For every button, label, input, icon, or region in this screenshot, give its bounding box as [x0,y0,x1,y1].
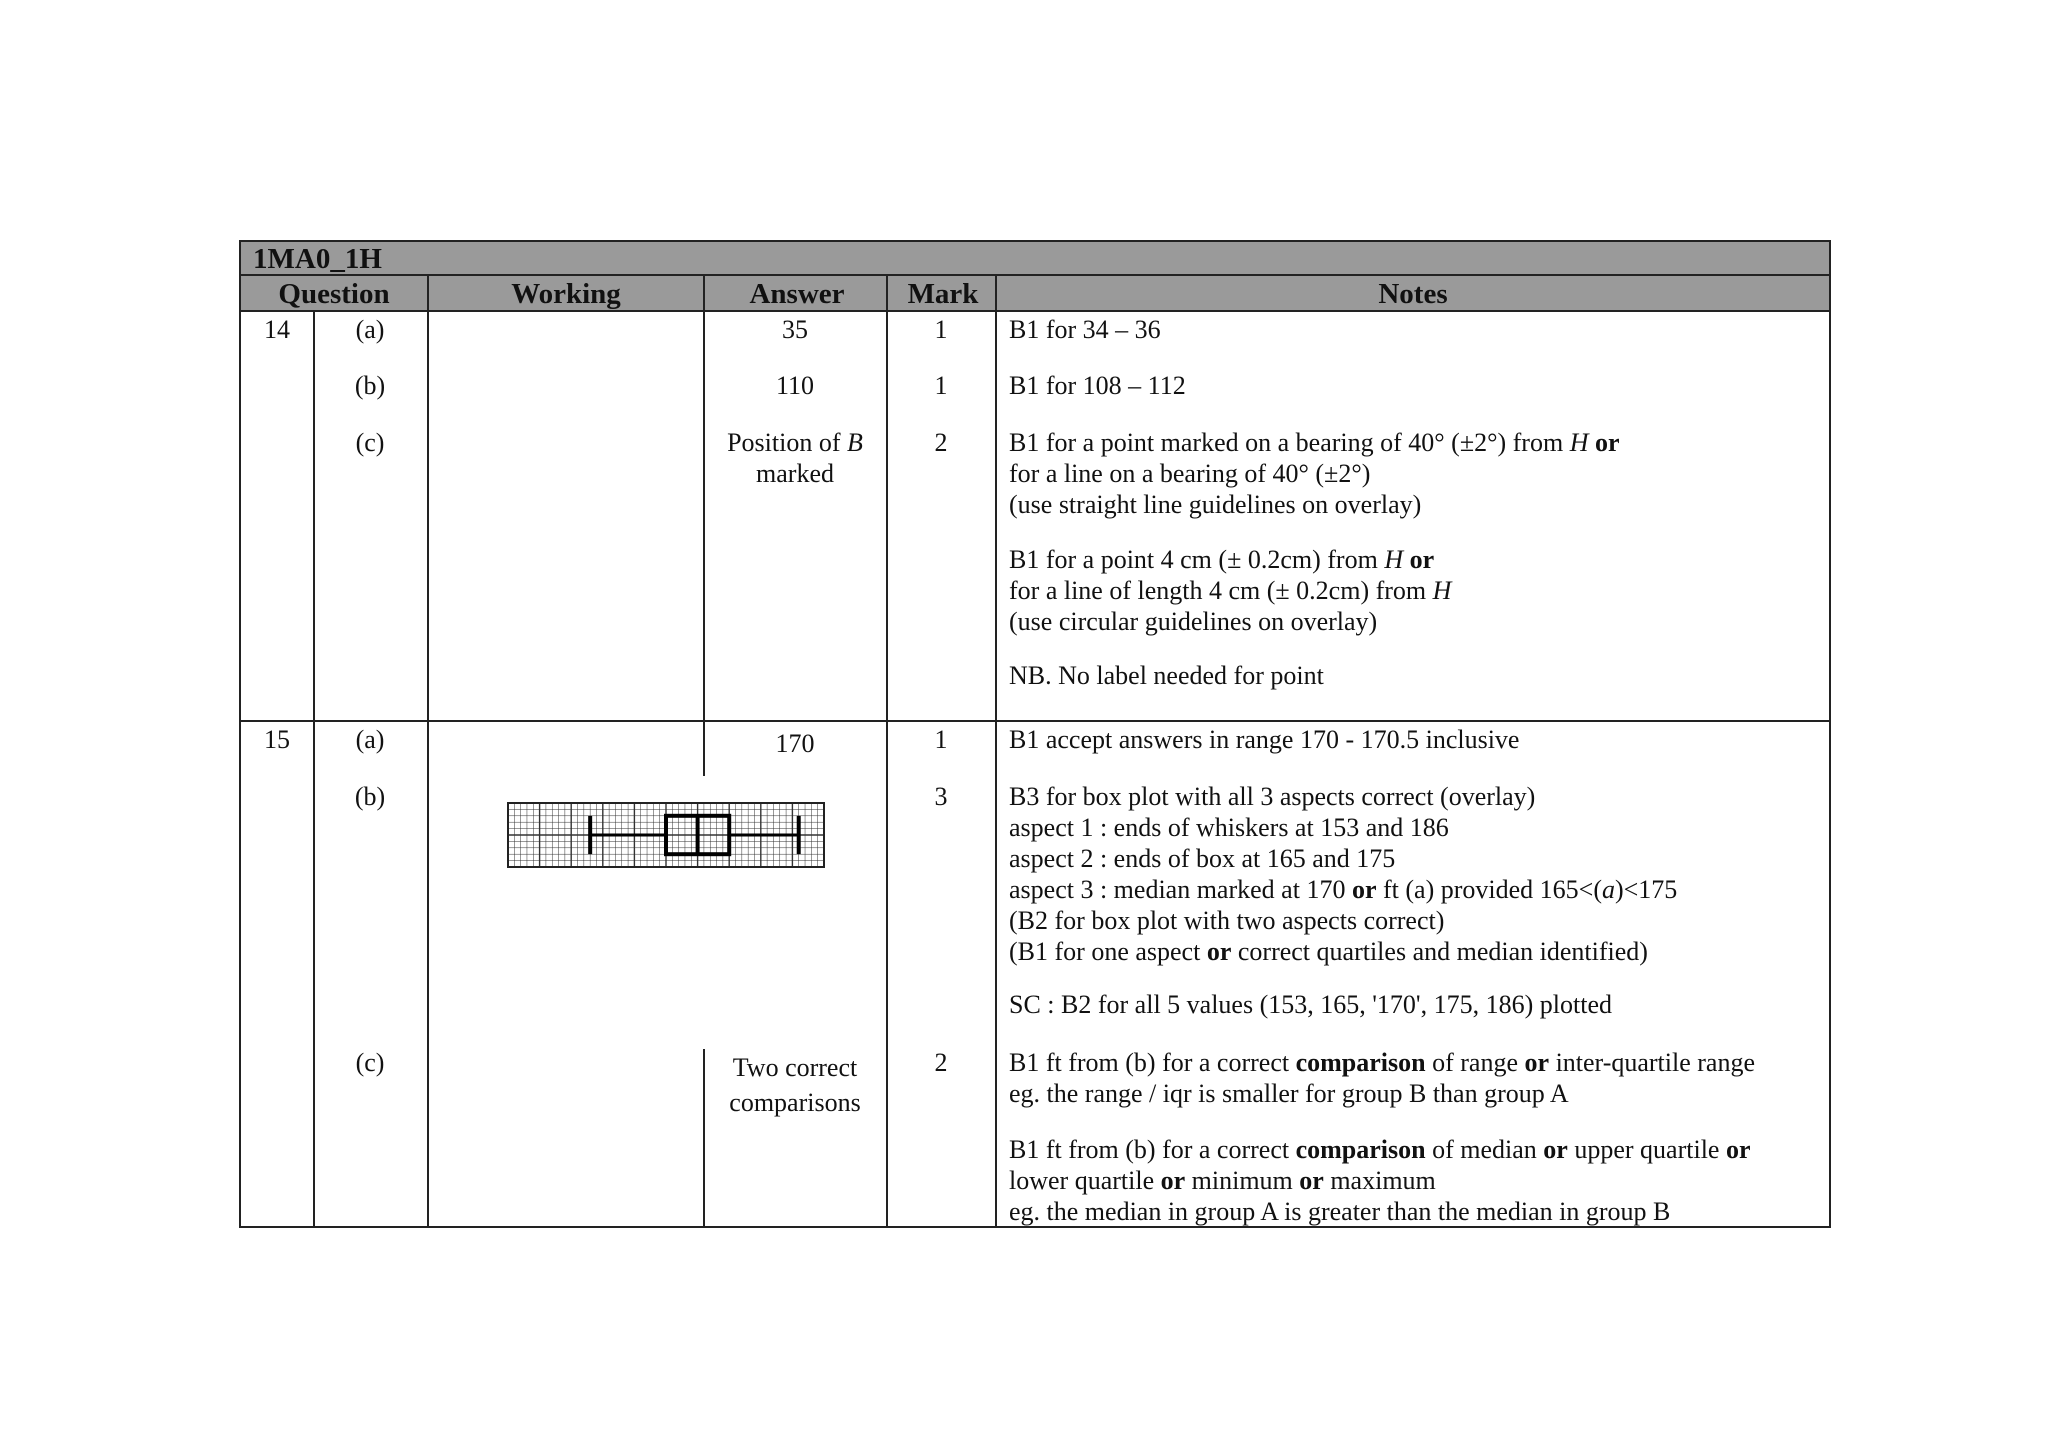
mark-scheme-table [239,240,1831,1228]
question-number: 14 [264,315,290,344]
note-block: B1 ft from (b) for a correct comparison of range or inter-quartile range eg. the range / iqr is smaller for group B than group A [1009,1048,1755,1108]
mark: 2 [934,1048,948,1077]
note: B1 for 34 – 36 [1009,315,1161,344]
answer: Two correct [732,1053,858,1082]
note: SC : B2 for all 5 values (153, 165, '170', 175, 186) plotted [1009,990,1612,1019]
header-notes: Notes [1378,278,1448,310]
header-row [241,276,1829,312]
mark: 2 [934,428,948,457]
answer: 35 [782,315,808,344]
mark: 1 [934,725,948,754]
note-block: B3 for box plot with all 3 aspects correct (overlay) aspect 1 : ends of whiskers at 153 and 186 aspect 2 : ends of box at 165 and 175 aspect 3 : median marked at 170 or ft (a) provided 165<(a)<175 (B2 for box plot with two aspects correct) (B1 for one aspect or correct quartiles and median identified) [1009,782,1678,966]
header-answer: Answer [749,278,845,310]
header-question: Question [278,278,390,310]
note: NB. No label needed for point [1009,661,1324,690]
question-part: (b) [354,782,386,811]
note-block: B1 ft from (b) for a correct comparison of median or upper quartile or lower quartile or minimum or maximum eg. the median in group A is greater than the median in group B [1009,1135,1751,1226]
question-number: 15 [264,725,290,754]
divider [703,276,705,776]
mark: 3 [934,782,948,811]
question-part: (c) [355,1048,385,1077]
mark: 1 [934,315,948,344]
mark: 1 [934,371,948,400]
note: B1 accept answers in range 170 - 170.5 inclusive [1009,725,1520,754]
divider [427,276,429,1228]
question-part: (a) [355,315,385,344]
question-part: (a) [355,725,385,754]
question-part: (b) [354,371,386,400]
header-mark: Mark [907,278,979,310]
answer: marked [756,459,834,488]
answer: Position of B [727,428,863,457]
note: B1 for 108 – 112 [1009,371,1186,400]
box-plot-figure [507,802,825,868]
answer: 110 [775,371,815,400]
paper-code: 1MA0_1H [241,242,1829,276]
note-block: B1 for a point marked on a bearing of 40° (±2°) from H or for a line on a bearing of 40° (±2°) (use straight line guidelines on overlay) [1009,428,1620,519]
answer: 170 [775,729,815,758]
note-block: B1 for a point 4 cm (± 0.2cm) from H or for a line of length 4 cm (± 0.2cm) from H (use circular guidelines on overlay) [1009,545,1452,636]
header-working: Working [511,278,621,310]
answer: comparisons [729,1088,861,1117]
row-separator [241,720,1829,722]
question-part: (c) [355,428,385,457]
